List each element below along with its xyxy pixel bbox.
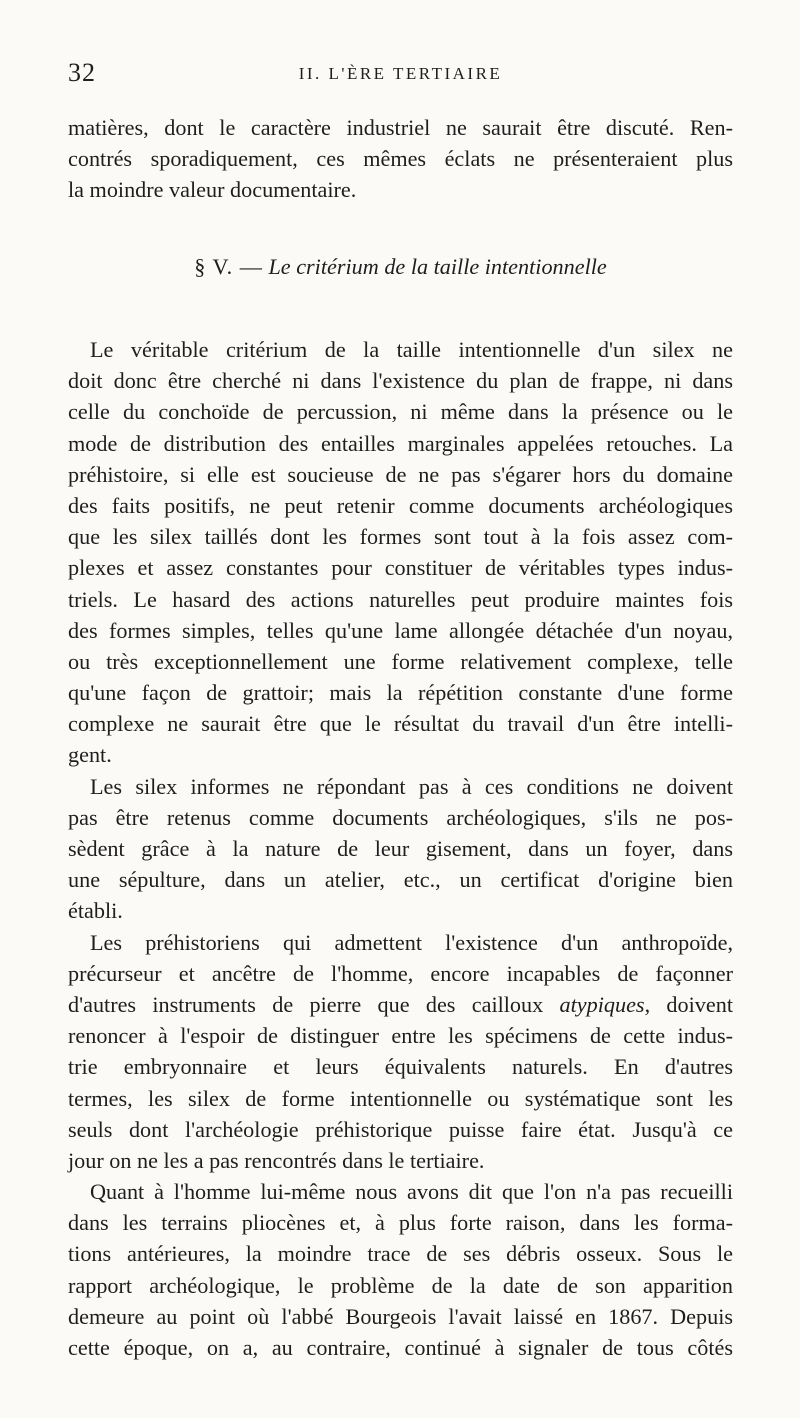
section-heading bbox=[68, 251, 733, 282]
text-line: préhistoire, si elle est soucieuse de ne pas s'égarer hors du domaine bbox=[68, 461, 733, 487]
text-line: des formes simples, telles qu'une lame allongée détachée d'un noyau, bbox=[68, 617, 733, 643]
text-line: tions antérieures, la moindre trace de ses débris osseux. Sous le bbox=[68, 1241, 733, 1267]
emphasis: atypiques bbox=[559, 991, 645, 1017]
text-line: rapport archéologique, le problème de la date de son apparition bbox=[68, 1272, 733, 1298]
text-line: établi. bbox=[68, 898, 123, 924]
text-line: triels. Le hasard des actions naturelles peut produire maintes fois bbox=[68, 586, 733, 612]
text-line: cette époque, on a, au contraire, continué à signaler de tous côtés bbox=[68, 1335, 733, 1360]
section-title: Le critérium de la taille intentionnelle bbox=[268, 254, 607, 279]
text-line: précurseur et ancêtre de l'homme, encore incapables de façonner bbox=[68, 960, 733, 986]
text-line: sèdent grâce à la nature de leur gisement, dans un foyer, dans bbox=[68, 836, 733, 861]
text-line: termes, les silex de forme intentionnelle ou systématique sont les bbox=[68, 1085, 733, 1111]
text-line: gent. bbox=[68, 742, 112, 768]
text-line: matières, dont le caractère industriel ne saurait être discuté. Ren- bbox=[68, 115, 733, 140]
text-line: plexes et assez constantes pour constituer de véritables types indus- bbox=[68, 555, 733, 581]
continuation-paragraph bbox=[68, 112, 733, 206]
text-line: qu'une façon de grattoir; mais la répétition constante d'une forme bbox=[68, 680, 733, 706]
running-head bbox=[68, 58, 733, 88]
running-title: II. L'ÈRE TERTIAIRE bbox=[298, 64, 503, 83]
text-line: contrés sporadiquement, ces mêmes éclats ne présenteraient plus bbox=[68, 146, 733, 172]
text-line: complexe ne saurait être que le résultat du travail d'un être intelli- bbox=[68, 711, 733, 737]
text-line: Le véritable critérium de la taille intentionnelle d'un silex ne bbox=[90, 337, 733, 362]
text-line: pas être retenus comme documents archéologiques, s'ils ne pos- bbox=[68, 804, 733, 830]
text-line: Quant à l'homme lui-même nous avons dit que l'on n'a pas recueilli bbox=[90, 1179, 733, 1205]
page-number: 32 bbox=[68, 58, 96, 87]
text-line: dans les terrains pliocènes et, à plus forte raison, dans les forma- bbox=[68, 1210, 733, 1236]
text-line: une sépulture, dans un atelier, etc., un certificat d'origine bien bbox=[68, 867, 733, 893]
text-line: Les silex informes ne répondant pas à ces conditions ne doivent bbox=[90, 773, 733, 799]
text-line: seuls dont l'archéologie préhistorique puisse faire état. Jusqu'à ce bbox=[68, 1116, 733, 1142]
text-line: mode de distribution des entailles marginales appelées retouches. La bbox=[68, 430, 733, 456]
text-line: Les préhistoriens qui admettent l'existence d'un anthropoïde, bbox=[90, 929, 733, 955]
text-line: renoncer à l'espoir de distinguer entre les spécimens de cette indus- bbox=[68, 1023, 733, 1049]
text-line: ou très exceptionnellement une forme relativement complexe, telle bbox=[68, 648, 733, 674]
section-number: § V. — bbox=[194, 254, 263, 279]
text-line: demeure au point où l'abbé Bourgeois l'avait laissé en 1867. Depuis bbox=[68, 1303, 733, 1329]
text-line: doit donc être cherché ni dans l'existence du plan de frappe, ni dans bbox=[68, 368, 733, 394]
text-line: trie embryonnaire et leurs équivalents naturels. En d'autres bbox=[68, 1054, 733, 1080]
text-line: celle du conchoïde de percussion, ni même dans la présence ou le bbox=[68, 399, 733, 425]
text-line: des faits positifs, ne peut retenir comme documents archéologiques bbox=[68, 492, 733, 518]
text-line: la moindre valeur documentaire. bbox=[68, 177, 357, 203]
paragraph bbox=[68, 334, 733, 1363]
text-line: que les silex taillés dont les formes sont tout à la fois assez com- bbox=[68, 524, 733, 550]
text-line: d'autres instruments de pierre que des cailloux atypiques, doivent bbox=[68, 991, 733, 1017]
text-line: jour on ne les a pas rencontrés dans le tertiaire. bbox=[68, 1147, 485, 1173]
